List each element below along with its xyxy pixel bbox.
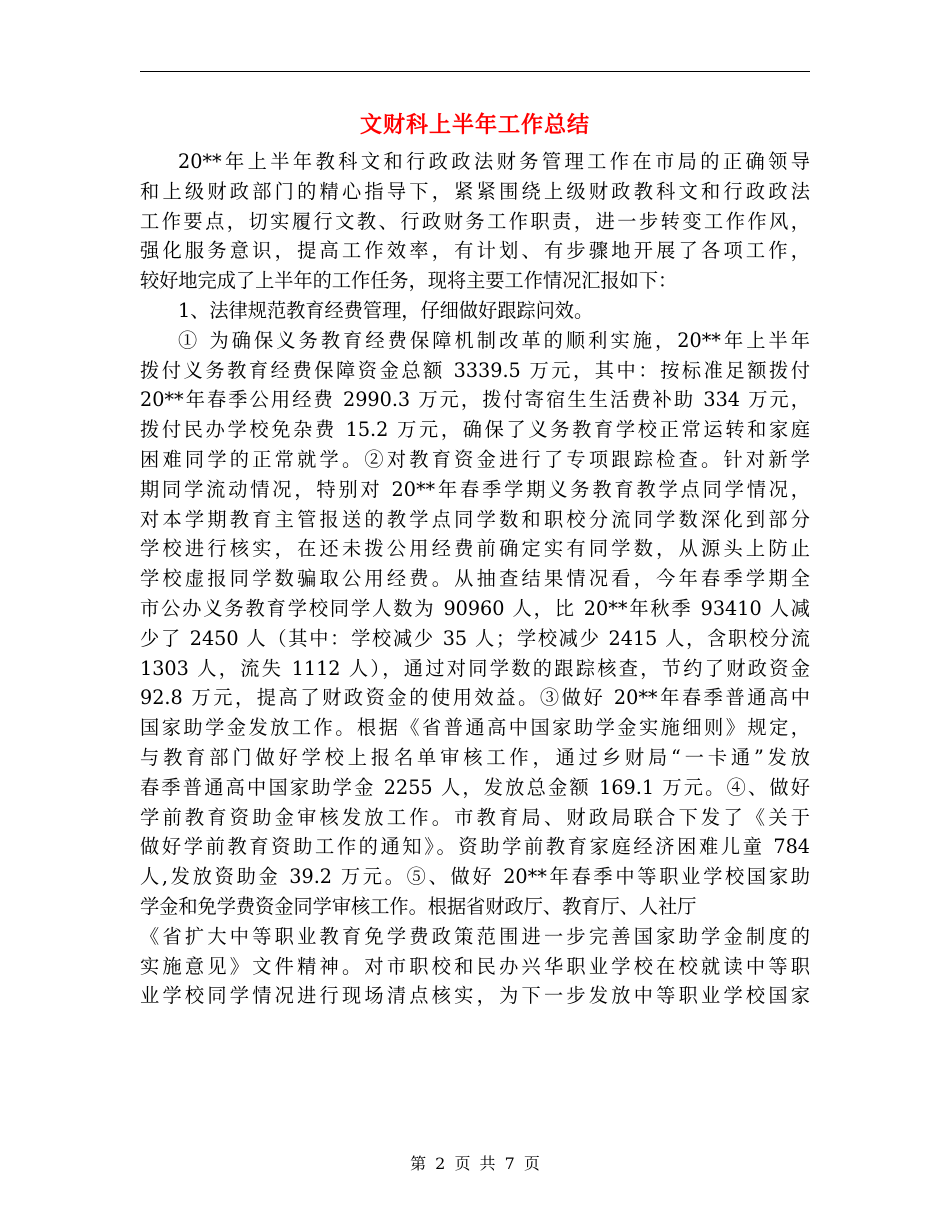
body-line: 春季普通高中国家助学金 2255 人，发放总金额 169.1 万元。④、做好 [140,775,810,799]
header-rule [140,71,810,72]
body-line: 强化服务意识，提高工作效率，有计划、有步骤地开展了各项工作， [140,239,810,263]
body-line: 拨付民办学校免杂费 15.2 万元，确保了义务教育学校正常运转和家庭 [140,418,810,442]
body-line: 20**年春季公用经费 2990.3 万元，拨付寄宿生生活费补助 334 万元， [140,388,810,412]
body-line: 人,发放资助金 39.2 万元。⑤、做好 20**年春季中等职业学校国家助 [140,865,810,889]
body-line: 国家助学金发放工作。根据《省普通高中国家助学金实施细则》规定， [140,716,810,740]
body-line: 业学校同学情况进行现场清点核实，为下一步发放中等职业学校国家 [140,984,810,1008]
page-number: 第 2 页 共 7 页 [410,1154,540,1173]
body-line: 市公办义务教育学校同学人数为 90960 人，比 20**年秋季 93410 人减 [140,596,810,620]
body-line: 学前教育资助金审核发放工作。市教育局、财政局联合下发了《关于 [140,805,810,829]
body-line: 困难同学的正常就学。②对教育资金进行了专项跟踪检查。针对新学 [140,447,810,471]
body-line: 期同学流动情况，特别对 20**年春季学期义务教育教学点同学情况， [140,477,810,501]
body-line: 实施意见》文件精神。对市职校和民办兴华职业学校在校就读中等职 [140,954,810,978]
body-line: 1303 人，流失 1112 人），通过对同学数的跟踪核查，节约了财政资金 [140,656,810,680]
body-line: 《省扩大中等职业教育免学费政策范围进一步完善国家助学金制度的 [140,924,810,948]
body-line: 和上级财政部门的精心指导下，紧紧围绕上级财政教科文和行政政法 [140,179,810,203]
body-line: 做好学前教育资助工作的通知》。资助学前教育家庭经济困难儿童 784 [140,835,810,859]
document-title: 文财科上半年工作总结 [359,112,590,138]
body-line: 拨付义务教育经费保障资金总额 3339.5 万元，其中：按标准足额拨付 [140,358,810,382]
body-line: ① 为确保义务教育经费保障机制改革的顺利实施，20**年上半年 [178,328,810,352]
body-line: 与教育部门做好学校上报名单审核工作，通过乡财局“一卡通”发放 [140,745,810,769]
body-line: 1、法律规范教育经费管理，仔细做好跟踪问效。 [178,298,594,322]
body-line: 少了 2450 人（其中：学校减少 35 人；学校减少 2415 人，含职校分流 [140,626,810,650]
body-line: 学校虚报同学数骗取公用经费。从抽查结果情况看，今年春季学期全 [140,567,810,591]
document-body [140,147,810,1011]
body-line: 学校进行核实，在还未拨公用经费前确定实有同学数，从源头上防止 [140,537,810,561]
body-line: 20**年上半年教科文和行政政法财务管理工作在市局的正确领导 [178,150,810,173]
body-line: 对本学期教育主管报送的教学点同学数和职校分流同学数深化到部分 [140,507,810,531]
body-line: 较好地完成了上半年的工作任务，现将主要工作情况汇报如下： [140,269,678,293]
body-line: 学金和免学费资金同学审核工作。根据省财政厅、教育厅、人社厅 [140,894,697,918]
body-line: 工作要点，切实履行文教、行政财务工作职责，进一步转变工作作风， [140,209,810,233]
body-line: 92.8 万元，提高了财政资金的使用效益。③做好 20**年春季普通高中 [140,686,810,710]
